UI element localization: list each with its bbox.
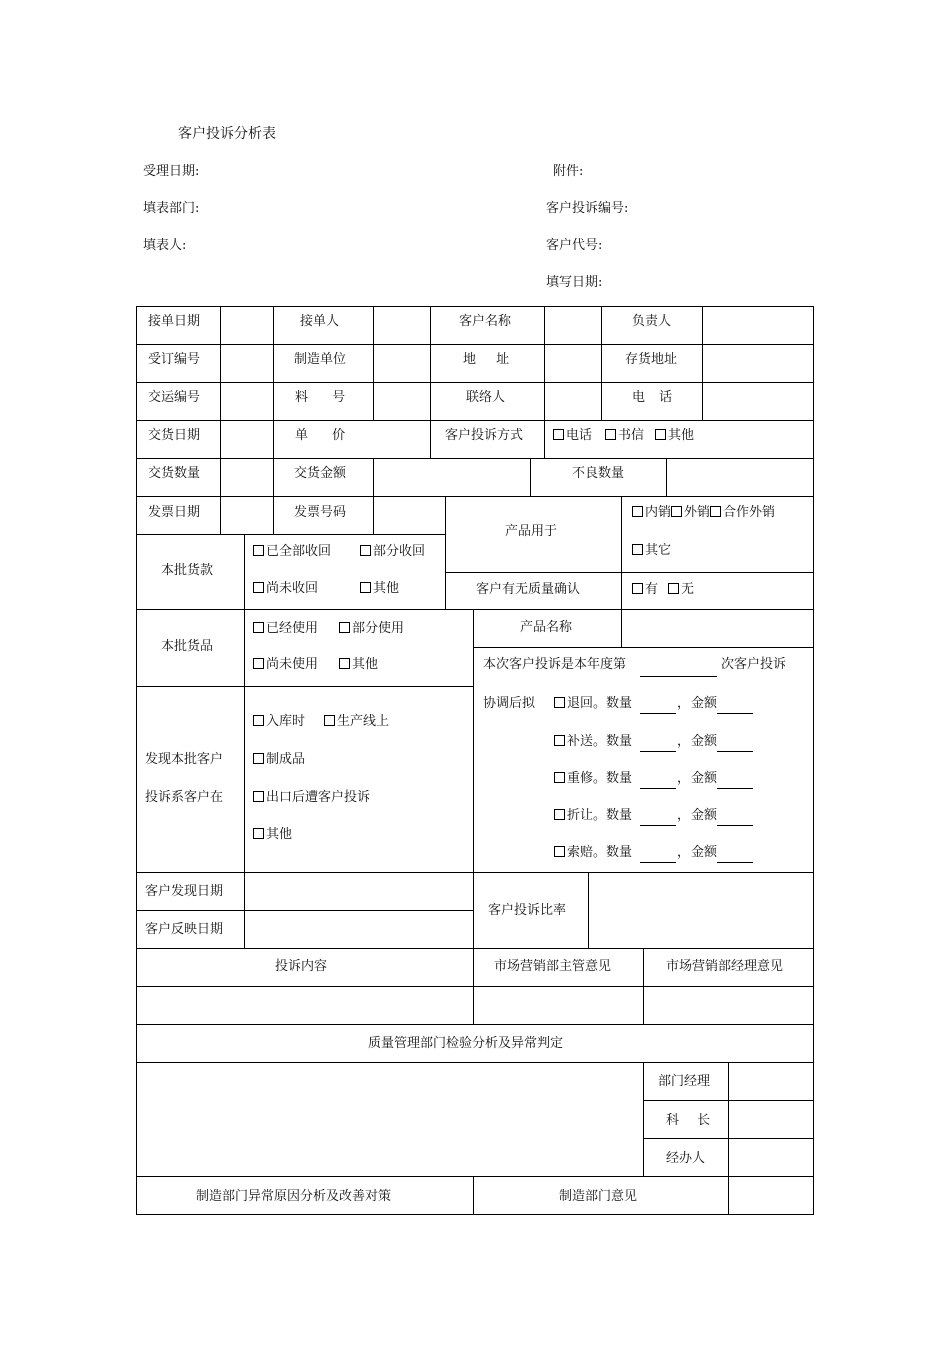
payment-none-option[interactable]: 尚未收回 bbox=[253, 581, 318, 597]
contact-label: 联络人 bbox=[466, 390, 506, 405]
checkbox[interactable] bbox=[554, 809, 565, 820]
goods-label: 本批货品 bbox=[161, 639, 214, 654]
coordinate-label: 协调后拟 bbox=[483, 696, 536, 711]
checkbox[interactable] bbox=[360, 545, 371, 556]
found-finished-option[interactable]: 制成品 bbox=[253, 752, 305, 768]
checkbox[interactable] bbox=[360, 582, 371, 593]
checkbox[interactable] bbox=[324, 715, 335, 726]
found-label-line1: 发现本批客户 bbox=[145, 752, 224, 767]
customer-code-label: 客户代号: bbox=[546, 238, 603, 253]
complaint-no-label: 客户投诉编号: bbox=[546, 201, 629, 216]
goods-unused-option[interactable]: 尚未使用 bbox=[253, 657, 318, 673]
checkbox[interactable] bbox=[253, 715, 264, 726]
qa-section-label: 质量管理部门检验分析及异常判定 bbox=[368, 1036, 564, 1051]
comma: ， bbox=[677, 845, 691, 860]
complaint-method-label: 客户投诉方式 bbox=[445, 428, 524, 443]
unit-price-label: 单 价 bbox=[295, 428, 346, 443]
amount-blank[interactable] bbox=[717, 788, 753, 789]
amount-blank[interactable] bbox=[717, 862, 753, 863]
address-label: 地 址 bbox=[463, 352, 510, 367]
coordinate-resend-option[interactable]: 补送。 bbox=[554, 734, 606, 750]
method-other-option[interactable]: 其他 bbox=[655, 428, 694, 444]
use-domestic-option[interactable]: 内销 bbox=[632, 505, 671, 521]
qty-label: 数量 bbox=[606, 734, 633, 749]
goods-partial-option[interactable]: 部分使用 bbox=[339, 621, 404, 637]
defect-qty-label: 不良数量 bbox=[572, 466, 625, 481]
payment-partial-option[interactable]: 部分收回 bbox=[360, 544, 425, 560]
use-coop-export-option[interactable]: 合作外销 bbox=[710, 505, 775, 521]
checkbox[interactable] bbox=[554, 772, 565, 783]
qty-label: 数量 bbox=[606, 771, 633, 786]
comma: ， bbox=[677, 771, 691, 786]
found-production-option[interactable]: 生产线上 bbox=[324, 714, 389, 730]
checkbox[interactable] bbox=[553, 429, 564, 440]
checkbox[interactable] bbox=[655, 429, 666, 440]
quality-no-option[interactable]: 无 bbox=[668, 582, 694, 598]
amount-blank[interactable] bbox=[717, 751, 753, 752]
amount-label: 金额 bbox=[691, 734, 718, 749]
invoice-no-label: 发票号码 bbox=[294, 505, 347, 520]
qty-blank[interactable] bbox=[640, 788, 676, 789]
dept-manager-label: 部门经理 bbox=[658, 1074, 711, 1089]
amount-label: 金额 bbox=[691, 808, 718, 823]
product-use-label: 产品用于 bbox=[505, 524, 558, 539]
fill-date-label: 填写日期: bbox=[546, 275, 603, 290]
order-taker-label: 接单人 bbox=[300, 314, 340, 329]
checkbox[interactable] bbox=[632, 583, 643, 594]
goods-used-option[interactable]: 已经使用 bbox=[253, 621, 318, 637]
payment-all-option[interactable]: 已全部收回 bbox=[253, 544, 331, 560]
checkbox[interactable] bbox=[253, 582, 264, 593]
invoice-date-label: 发票日期 bbox=[148, 505, 201, 520]
payment-other-option[interactable]: 其他 bbox=[360, 581, 399, 597]
checkbox[interactable] bbox=[253, 545, 264, 556]
goods-other-option[interactable]: 其他 bbox=[339, 657, 378, 673]
page-title: 客户投诉分析表 bbox=[178, 126, 276, 142]
person-in-charge-label: 负责人 bbox=[632, 314, 672, 329]
coordinate-repair-option[interactable]: 重修。 bbox=[554, 771, 606, 787]
quality-confirm-label: 客户有无质量确认 bbox=[476, 582, 581, 597]
method-phone-option[interactable]: 电话 bbox=[553, 428, 592, 444]
comma: ， bbox=[677, 734, 691, 749]
phone-label: 电 话 bbox=[632, 390, 673, 405]
section-chief-label: 科 长 bbox=[666, 1113, 711, 1128]
qty-label: 数量 bbox=[606, 808, 633, 823]
order-no-label: 受订编号 bbox=[148, 352, 201, 367]
filler-label: 填表人: bbox=[143, 238, 187, 253]
found-label-line2: 投诉系客户在 bbox=[145, 790, 224, 805]
order-date-label: 接单日期 bbox=[148, 314, 201, 329]
use-other-option[interactable]: 其它 bbox=[632, 543, 671, 559]
year-count-blank[interactable] bbox=[640, 676, 717, 677]
amount-label: 金额 bbox=[691, 845, 718, 860]
found-export-option[interactable]: 出口后遭客户投诉 bbox=[253, 790, 370, 806]
year-count-prefix: 本次客户投诉是本年度第 bbox=[483, 657, 627, 672]
checkbox[interactable] bbox=[632, 544, 643, 555]
checkbox[interactable] bbox=[668, 583, 679, 594]
year-count-suffix: 次客户投诉 bbox=[721, 657, 787, 672]
cust-report-date-label: 客户反映日期 bbox=[145, 922, 224, 937]
checkbox[interactable] bbox=[253, 828, 264, 839]
qty-blank[interactable] bbox=[640, 713, 676, 714]
customer-name-label: 客户名称 bbox=[459, 314, 512, 329]
complaint-content-label: 投诉内容 bbox=[275, 959, 328, 974]
warehouse-address-label: 存货地址 bbox=[625, 352, 678, 367]
checkbox[interactable] bbox=[632, 506, 643, 517]
delivery-amount-label: 交货金额 bbox=[294, 466, 347, 481]
mfg-analysis-label: 制造部门异常原因分析及改善对策 bbox=[196, 1189, 392, 1204]
method-letter-option[interactable]: 书信 bbox=[605, 428, 644, 444]
checkbox[interactable] bbox=[253, 753, 264, 764]
mfg-unit-label: 制造单位 bbox=[294, 352, 347, 367]
qty-blank[interactable] bbox=[640, 751, 676, 752]
found-other-option[interactable]: 其他 bbox=[253, 827, 292, 843]
checkbox[interactable] bbox=[605, 429, 616, 440]
delivery-date-label: 交货日期 bbox=[148, 428, 201, 443]
handler-label: 经办人 bbox=[666, 1151, 706, 1166]
accept-date-label: 受理日期: bbox=[143, 164, 200, 179]
product-name-label: 产品名称 bbox=[520, 620, 573, 635]
checkbox[interactable] bbox=[339, 658, 350, 669]
checkbox[interactable] bbox=[554, 697, 565, 708]
quality-yes-option[interactable]: 有 bbox=[632, 582, 658, 598]
amount-blank[interactable] bbox=[717, 825, 753, 826]
complaint-ratio-label: 客户投诉比率 bbox=[488, 903, 567, 918]
amount-label: 金额 bbox=[691, 771, 718, 786]
coordinate-discount-option[interactable]: 折让。 bbox=[554, 808, 606, 824]
qty-label: 数量 bbox=[606, 845, 633, 860]
qty-blank[interactable] bbox=[640, 825, 676, 826]
mkt-manager-label: 市场营销部经理意见 bbox=[666, 959, 784, 974]
found-warehouse-option[interactable]: 入库时 bbox=[253, 714, 305, 730]
checkbox[interactable] bbox=[339, 622, 350, 633]
shipping-no-label: 交运编号 bbox=[148, 390, 201, 405]
amount-blank[interactable] bbox=[717, 713, 753, 714]
attachment-label: 附件: bbox=[553, 164, 584, 179]
checkbox[interactable] bbox=[253, 791, 264, 802]
amount-label: 金额 bbox=[691, 696, 718, 711]
use-export-option[interactable]: 外销 bbox=[671, 505, 710, 521]
part-no-label: 料 号 bbox=[295, 390, 346, 405]
checkbox[interactable] bbox=[554, 846, 565, 857]
qty-blank[interactable] bbox=[640, 862, 676, 863]
qty-label: 数量 bbox=[606, 696, 633, 711]
checkbox[interactable] bbox=[253, 658, 264, 669]
checkbox[interactable] bbox=[253, 622, 264, 633]
coordinate-return-option[interactable]: 退回。 bbox=[554, 696, 606, 712]
checkbox[interactable] bbox=[554, 735, 565, 746]
checkbox[interactable] bbox=[710, 506, 721, 517]
payment-label: 本批货款 bbox=[161, 563, 214, 578]
delivery-qty-label: 交货数量 bbox=[148, 466, 201, 481]
checkbox[interactable] bbox=[671, 506, 682, 517]
cust-found-date-label: 客户发现日期 bbox=[145, 884, 224, 899]
comma: ， bbox=[677, 808, 691, 823]
dept-label: 填表部门: bbox=[143, 201, 200, 216]
comma: ， bbox=[677, 696, 691, 711]
coordinate-claim-option[interactable]: 索赔。 bbox=[554, 845, 606, 861]
mkt-supervisor-label: 市场营销部主管意见 bbox=[494, 959, 612, 974]
mfg-opinion-label: 制造部门意见 bbox=[559, 1189, 638, 1204]
